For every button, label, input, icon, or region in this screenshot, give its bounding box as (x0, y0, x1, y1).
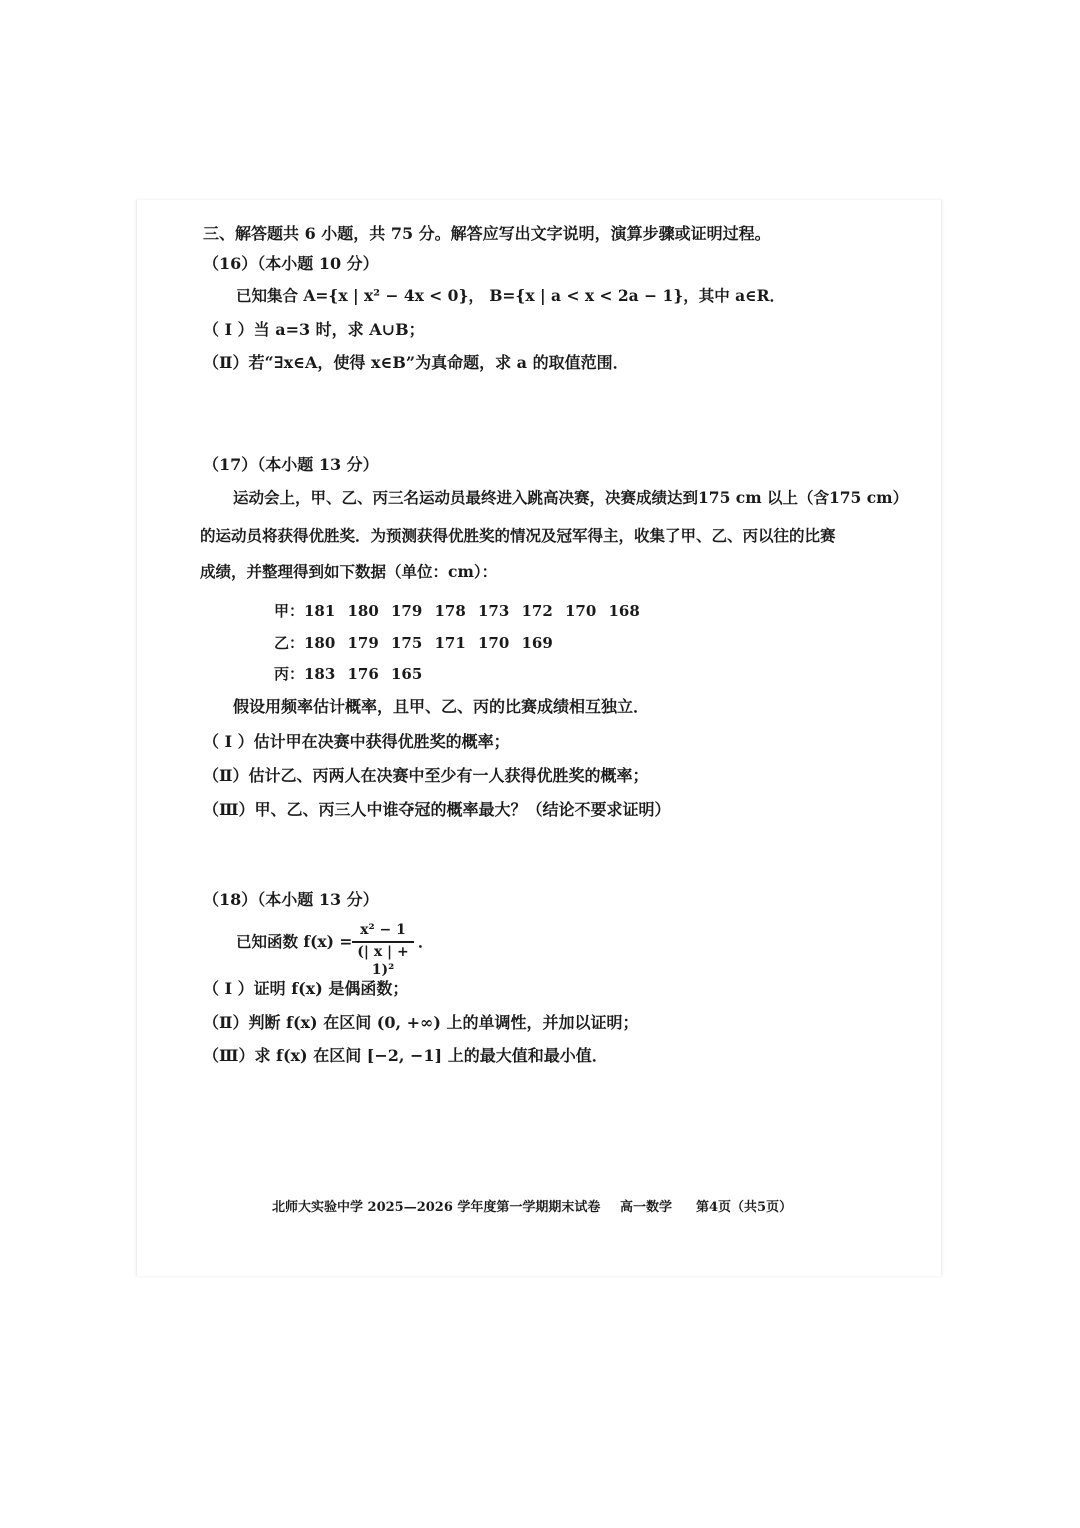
data-value: 180 (304, 634, 336, 652)
q17-stem-line1: 运动会上，甲、乙、丙三名运动员最终进入跳高决赛，决赛成绩达到175 cm 以上（含175 cm） (233, 488, 909, 507)
q18-part3: （Ⅲ）求 f(x) 在区间 [−2, −1] 上的最大值和最小值． (203, 1046, 608, 1065)
data-value: 179 (347, 634, 379, 652)
data-value: 170 (565, 602, 597, 620)
q16-stem: 已知集合 A={x | x² − 4x < 0}， B={x | a < x < 2a − 1}，其中 a∈R． (236, 286, 786, 305)
q17-header: （17）（本小题 13 分） (203, 455, 379, 474)
data-value: 179 (391, 602, 423, 620)
fraction-numerator: x² − 1 (360, 922, 406, 938)
q18-header: （18）（本小题 13 分） (203, 890, 379, 909)
q16-part2: （Ⅱ）若“∃x∈A，使得 x∈B”为真命题，求 a 的取值范围． (203, 353, 629, 372)
q17-part3: （Ⅲ）甲、乙、丙三人中谁夺冠的概率最大？（结论不要求证明） (203, 800, 671, 819)
data-value: 168 (608, 602, 640, 620)
data-value: 171 (434, 634, 466, 652)
data-value: 183 (304, 665, 336, 683)
q16-part1: （ I ）当 a=3 时，求 A∪B； (203, 320, 425, 339)
q17-stem-line3: 成绩，并整理得到如下数据（单位：cm）： (200, 562, 498, 581)
data-value: 178 (434, 602, 466, 620)
row-label: 甲： (274, 602, 305, 620)
data-row-jia (274, 601, 652, 621)
data-value: 169 (521, 634, 553, 652)
data-value: 165 (391, 665, 423, 683)
data-value: 175 (391, 634, 423, 652)
q18-stem-suffix: ． (418, 932, 434, 951)
q17-stem-line2: 的运动员将获得优胜奖．为预测获得优胜奖的情况及冠军得主，收集了甲、乙、丙以往的比赛 (200, 526, 836, 545)
data-value: 173 (478, 602, 510, 620)
data-value: 176 (347, 665, 379, 683)
data-value: 170 (478, 634, 510, 652)
data-value: 172 (521, 602, 553, 620)
data-row-bing (274, 664, 435, 684)
q18-part1: （ I ）证明 f(x) 是偶函数； (203, 979, 409, 998)
footer-subject: 高一数学 (620, 1200, 673, 1215)
q17-assumption: 假设用频率估计概率，且甲、乙、丙的比赛成绩相互独立． (233, 697, 650, 716)
q18-part2: （Ⅱ）判断 f(x) 在区间 (0, +∞) 上的单调性，并加以证明； (203, 1013, 639, 1032)
q16-header: （16）（本小题 10 分） (203, 254, 379, 273)
data-row-yi (274, 633, 565, 653)
data-value: 180 (347, 602, 379, 620)
row-label: 丙： (274, 665, 305, 683)
q17-part2: （Ⅱ）估计乙、丙两人在决赛中至少有一人获得优胜奖的概率； (203, 766, 649, 785)
data-value: 181 (304, 602, 336, 620)
q18-stem-prefix: 已知函数 f(x) = (236, 932, 353, 951)
row-label: 乙： (274, 634, 305, 652)
section-intro: 三、解答题共 6 小题，共 75 分。解答应写出文字说明，演算步骤或证明过程。 (203, 224, 771, 243)
q17-part1: （ I ）估计甲在决赛中获得优胜奖的概率； (203, 732, 510, 751)
footer-page-number: 第4页（共5页） (696, 1200, 793, 1215)
footer-exam-title: 北师大实验中学 2025—2026 学年度第一学期期末试卷 (272, 1200, 601, 1215)
fraction-denominator: (| x | + 1)² (357, 944, 409, 978)
